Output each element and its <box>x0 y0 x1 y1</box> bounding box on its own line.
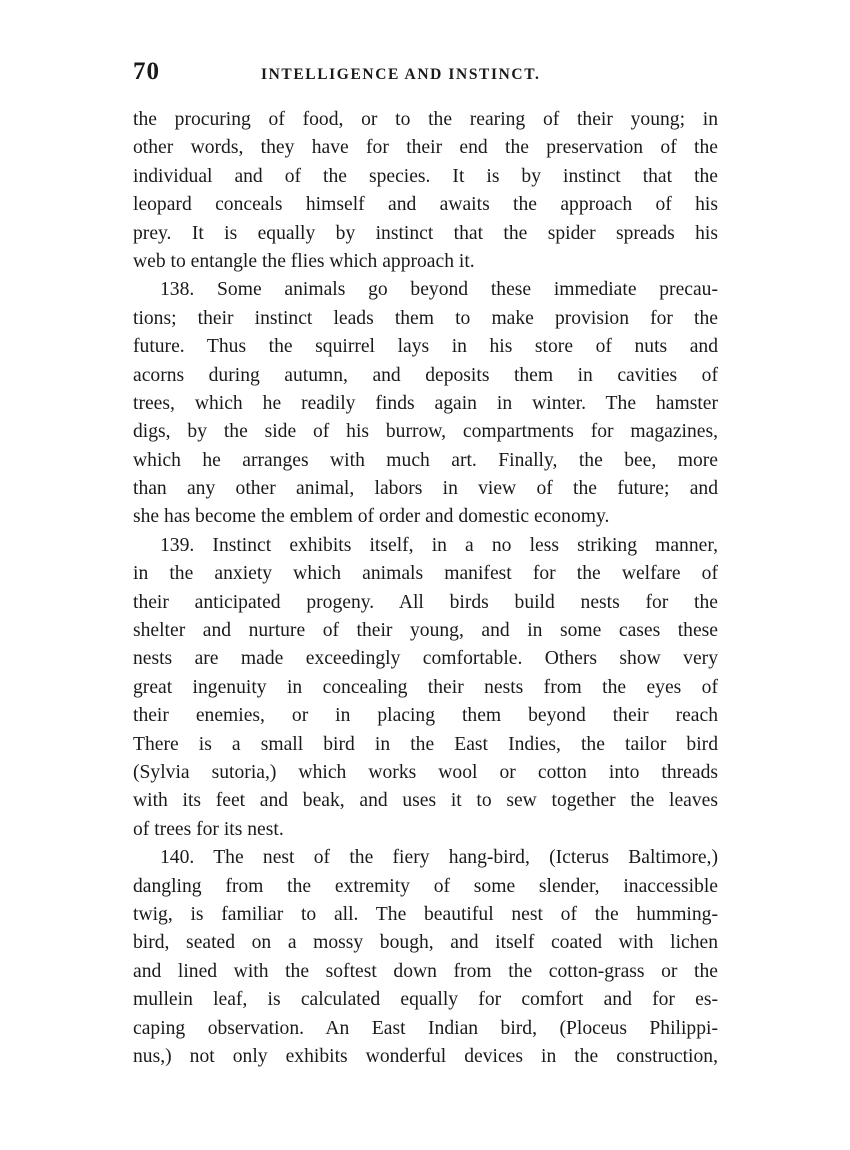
page-number: 70 <box>133 58 160 85</box>
text-line: caping observation. An East Indian bird, (Ploceus Philippi- <box>133 1017 718 1039</box>
text-line: shelter and nurture of their young, and in some cases these <box>133 620 718 642</box>
text-line: the procuring of food, or to the rearing of their young; in <box>133 109 718 130</box>
text-line: acorns during autumn, and deposits them in cavities of <box>133 364 718 386</box>
text-line: future. Thus the squirrel lays in his store of nuts and <box>133 336 718 358</box>
text-line: 140. The nest of the fiery hang-bird, (Icterus Baltimore,) <box>160 847 718 869</box>
text-line: individual and of the species. It is by instinct that the <box>133 165 718 187</box>
text-line: which he arranges with much art. Finally, the bee, more <box>133 449 718 471</box>
text-line: (Sylvia sutoria,) which works wool or cotton into threads <box>133 761 718 783</box>
text-line: leopard conceals himself and awaits the approach of his <box>133 194 718 216</box>
body-text <box>133 106 718 1071</box>
text-line: mullein leaf, is calculated equally for comfort and for es- <box>133 989 718 1011</box>
text-line: than any other animal, labors in view of the future; and <box>133 478 718 500</box>
text-line: digs, by the side of his burrow, compartments for magazines, <box>133 421 718 443</box>
text-line: great ingenuity in concealing their nests from the eyes of <box>133 676 718 698</box>
text-line: she has become the emblem of order and domestic economy. <box>133 506 610 528</box>
text-line: prey. It is equally by instinct that the spider spreads his <box>133 222 718 244</box>
text-line: nests are made exceedingly comfortable. Others show very <box>133 648 718 670</box>
text-line: other words, they have for their end the preservation of the <box>133 137 718 159</box>
text-line: trees, which he readily finds again in winter. The hamster <box>133 392 718 414</box>
text-line: There is a small bird in the East Indies, the tailor bird <box>133 733 718 755</box>
text-line: with its feet and beak, and uses it to sew together the leaves <box>133 790 718 812</box>
text-line: web to entangle the flies which approach it. <box>133 250 475 272</box>
running-head: INTELLIGENCE AND INSTINCT. <box>261 66 541 83</box>
text-line: their enemies, or in placing them beyond their reach <box>133 705 718 727</box>
text-line: tions; their instinct leads them to make provision for the <box>133 307 718 329</box>
text-line: twig, is familiar to all. The beautiful nest of the humming- <box>133 903 718 925</box>
text-line: and lined with the softest down from the cotton-grass or the <box>133 960 718 982</box>
text-line: their anticipated progeny. All birds build nests for the <box>133 591 718 613</box>
text-line: in the anxiety which animals manifest for the welfare of <box>133 563 718 585</box>
text-line: nus,) not only exhibits wonderful devices in the construction, <box>133 1045 718 1067</box>
text-line: 139. Instinct exhibits itself, in a no less striking manner, <box>160 534 718 556</box>
text-line: dangling from the extremity of some slender, inaccessible <box>133 875 718 897</box>
text-line: bird, seated on a mossy bough, and itself coated with lichen <box>133 932 718 954</box>
text-line: 138. Some animals go beyond these immediate precau- <box>160 279 718 301</box>
text-line: of trees for its nest. <box>133 818 284 840</box>
page-header <box>133 58 718 92</box>
